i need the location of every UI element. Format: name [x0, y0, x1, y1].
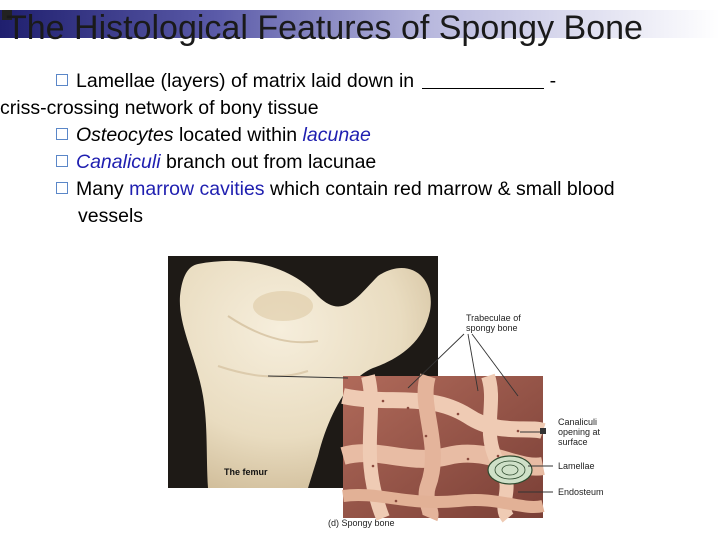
label-lamellae: Lamellae	[558, 461, 595, 471]
title-bar	[0, 4, 720, 47]
bullet-text: criss-crossing network of bony tissue	[0, 97, 319, 119]
bullet-text: located within	[173, 124, 303, 146]
bullet-dash: -	[549, 70, 557, 92]
term-lacunae: lacunae	[302, 124, 371, 146]
fill-in-blank	[422, 70, 544, 89]
bullet-item-canaliculi	[56, 149, 706, 176]
bullet-item-lamellae	[56, 68, 706, 95]
bullet-continuation	[0, 95, 706, 122]
label-canaliculi-line3: surface	[558, 437, 588, 447]
checkbox-bullet-icon	[56, 182, 68, 194]
spongy-bone-figure	[168, 256, 618, 532]
magnified-tissue-panel	[343, 376, 543, 518]
label-endosteum: Endosteum	[558, 487, 604, 497]
term-canaliculi: Canaliculi	[76, 151, 161, 173]
bullet-text: vessels	[78, 205, 144, 227]
checkbox-bullet-icon	[56, 74, 68, 86]
bullet-item-osteocytes	[56, 122, 706, 149]
checkbox-bullet-icon	[56, 155, 68, 167]
figure-caption: (d) Spongy bone	[328, 518, 395, 528]
spongy-bone-illustration	[168, 256, 618, 532]
term-marrow-cavities: marrow cavities	[129, 178, 265, 200]
bullet-list	[0, 68, 706, 230]
bullet-text: branch out from lacunae	[160, 151, 377, 173]
bullet-text: Many	[76, 178, 130, 200]
checkbox-bullet-icon	[56, 128, 68, 140]
bullet-text: Lamellae (layers) of matrix laid down in	[76, 70, 415, 92]
bullet-continuation	[56, 203, 706, 230]
bullet-item-marrow	[56, 176, 706, 203]
label-canaliculi-line2: opening at	[558, 427, 601, 437]
femur-label: The femur	[224, 467, 268, 477]
label-canaliculi-line1: Canaliculi	[558, 417, 598, 427]
label-trabeculae-line1: Trabeculae of	[466, 313, 521, 323]
slide-title: The Histological Features of Spongy Bone	[6, 9, 643, 47]
label-trabeculae-line2: spongy bone	[466, 323, 518, 333]
bullet-text: which contain red marrow & small blood	[264, 178, 615, 200]
term-osteocytes: Osteocytes	[76, 124, 174, 146]
